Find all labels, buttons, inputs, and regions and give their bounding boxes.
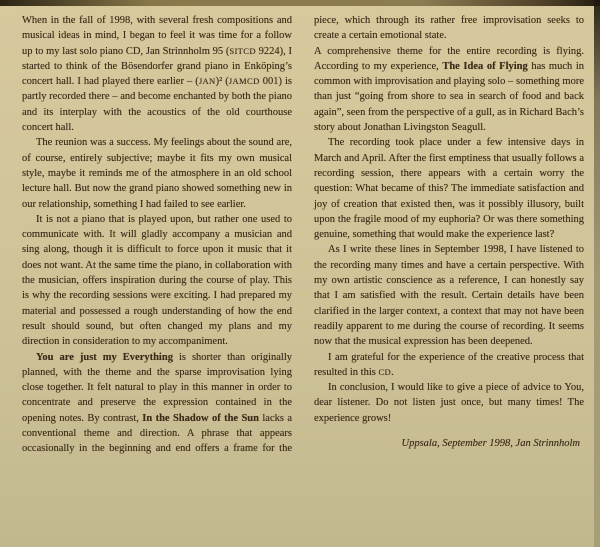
paragraph xyxy=(314,350,584,381)
text-segment: is shorter than originally planned, with the theme and the sparse improvisation lying close together. It felt natural to play in this manner in order to concentrate and preserve the expression contained in the opening notes. By contrast, xyxy=(22,351,292,424)
liner-notes-page xyxy=(22,13,584,457)
text-segment: 001) is partly recorded there – and become enchanted by both the piano and its interplay with the acoustics of the old courthouse concert hall. xyxy=(22,76,292,134)
text-segment: As I write these lines in September 1998, I have listened to the recording many times and have a certain perspective. With my own artistic conscience as a reference, I can honestly say that I am satisfied with the result. Certain details have been clarified in the larger context, a context that may not have been readily apparent to me during the course of recording. It seems now that the musical expression has been deepened. xyxy=(314,244,584,348)
paragraph xyxy=(22,13,292,135)
right-column xyxy=(314,13,584,457)
left-column xyxy=(22,13,292,457)
text-segment: piece, which through its rather free improvisation seeks to create a certain emotional state. xyxy=(314,15,584,42)
text-segment: lacks a conventional theme and direction. A phrase that appears occasionally in the beginning and end offers a frame for the xyxy=(22,412,293,455)
paragraph xyxy=(22,350,292,457)
paragraph xyxy=(314,13,584,44)
text-segment: . xyxy=(391,366,394,378)
text-segment-sc: CD xyxy=(378,366,392,377)
text-segment: 9224), I started to think of the Bösendorfer grand piano in Enköping’s concert hall. I had played there earlier – ( xyxy=(22,45,292,88)
text-segment: has much in common with improvisation and playing solo – something more than just “going from shore to sea in search of food and back again”, seen from the perspective of a gull, as in Richard Bach’s story about Jonathan Livingston Seagull. xyxy=(314,60,584,134)
text-segment-sc: JAMCD xyxy=(228,76,260,87)
text-segment: It is not a piano that is played upon, but rather one used to communicate with. It will gladly accompany a musician and sing along, though it is difficult to force upon it music that it does not want. At the same time the piano, in collaboration with the musician, offers inspiration during the course of play. This is why the recording sessions were exciting. I had prepared my material and possessed a rough understanding of how the end result should sound, but often changed my plans and my direction in consideration to my accompaniment. xyxy=(22,213,292,348)
text-segment: The reunion was a success. My feelings about the sound are, of course, entirely subjective; maybe it fits my own musical style, maybe it reminds me of the atmosphere in an old school lecture hall. But now the grand piano showed something new in our relationship, something I had failed to see earlier. xyxy=(22,137,292,210)
paragraph xyxy=(314,380,584,426)
text-segment: A comprehensive theme for the entire recording is flying. According to my experience, xyxy=(314,45,584,72)
paragraph xyxy=(22,212,292,350)
text-segment-sc: SITCD xyxy=(229,45,256,56)
text-segment: The recording took place under a few intensive days in March and April. After the first emptiness that usually follows a recording session, there appears with a certain worry the question: What became of this? The immediate satisfaction and joy of creation that existed then, was it possibly illusory, built upon the fragile mood of my euphoria? Or was there something genuine, something that would make the experience last? xyxy=(314,137,584,241)
paragraph xyxy=(314,135,584,242)
text-segment-bold: In the Shadow of the Sun xyxy=(142,412,259,424)
text-segment: )² ( xyxy=(215,76,229,88)
text-segment-sc: JAN xyxy=(198,76,216,87)
paragraph xyxy=(314,242,584,349)
text-segment-bold: You are just my Everything xyxy=(36,351,173,363)
signature-line xyxy=(314,436,584,451)
text-segment: When in the fall of 1998, with several fresh compositions and musical ideas in mind, I began to feel it was time for a follow up to my last solo piano CD, Jan Strinnholm 95 ( xyxy=(22,15,292,57)
paragraph xyxy=(314,44,584,136)
paragraph xyxy=(22,135,292,211)
text-segment-italic: Uppsala, September 1998, Jan Strinnholm xyxy=(401,438,580,450)
text-segment: I am grateful for the experience of the creative process that resulted in this xyxy=(314,351,584,378)
scan-right-edge-shadow xyxy=(594,0,600,547)
text-segment-bold: The Idea of Flying xyxy=(442,60,528,72)
text-segment: In conclusion, I would like to give a piece of advice to You, dear listener. Do not listen just once, but many times! The experience grows! xyxy=(314,382,584,424)
scan-top-edge-shadow xyxy=(0,0,600,6)
